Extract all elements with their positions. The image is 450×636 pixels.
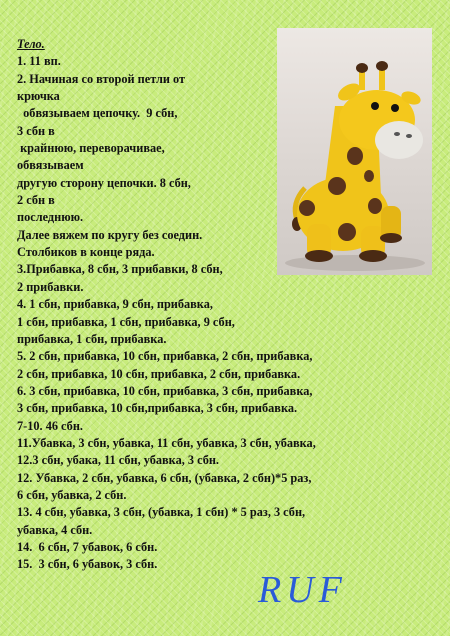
pattern-line: крючка [17, 89, 60, 104]
author-signature: RUF [258, 569, 347, 611]
pattern-line: 3 сбн в [17, 123, 55, 138]
pattern-line: 12. Убавка, 2 сбн, убавка, 6 сбн, (убавка, 2 сбн)*5 раз, [17, 470, 312, 485]
pattern-line: 3.Прибавка, 8 сбн, 3 прибавки, 8 сбн, [17, 262, 223, 277]
pattern-line: 6. 3 сбн, прибавка, 10 сбн, прибавка, 3 сбн, прибавка, [17, 383, 313, 398]
section-heading: Тело. [17, 37, 45, 51]
pattern-line: 13. 4 сбн, убавка, 3 сбн, (убавка, 1 сбн) * 5 раз, 3 сбн, [17, 505, 306, 520]
pattern-line: 15. 3 сбн, 6 убавок, 3 сбн. [17, 557, 158, 572]
pattern-line: обвязываем [17, 158, 84, 173]
pattern-line: 7-10. 46 сбн. [17, 418, 83, 433]
pattern-line: Далее вяжем по кругу без соедин. [17, 227, 203, 242]
pattern-line: 14. 6 сбн, 7 убавок, 6 сбн. [17, 539, 158, 554]
pattern-line: убавка, 4 сбн. [17, 522, 93, 537]
pattern-line: 11.Убавка, 3 сбн, убавка, 11 сбн, убавка, 3 сбн, убавка, [17, 435, 316, 450]
pattern-line: последнюю. [17, 210, 84, 225]
pattern-line: 5. 2 сбн, прибавка, 10 сбн, прибавка, 2 сбн, прибавка, [17, 349, 313, 364]
pattern-text [17, 36, 442, 574]
pattern-line: Столбиков в конце ряда. [17, 245, 155, 260]
pattern-line: обвязываем цепочку. 9 сбн, [17, 106, 178, 121]
pattern-line: 12.3 сбн, убака, 11 сбн, убавка, 3 сбн. [17, 453, 220, 468]
pattern-line: 6 сбн, убавка, 2 сбн. [17, 487, 127, 502]
pattern-line: прибавка, 1 сбн, прибавка. [17, 331, 167, 346]
pattern-line: крайнюю, переворачивае, [17, 141, 165, 156]
pattern-line: 4. 1 сбн, прибавка, 9 сбн, прибавка, [17, 297, 213, 312]
pattern-line: 2 сбн в [17, 193, 55, 208]
pattern-line: 3 сбн, прибавка, 10 сбн,прибавка, 3 сбн, прибавка. [17, 401, 298, 416]
pattern-line: 2 сбн, прибавка, 10 сбн, прибавка, 2 сбн, прибавка. [17, 366, 301, 381]
pattern-line: 2 прибавки. [17, 279, 84, 294]
pattern-line: 2. Начиная со второй петли от [17, 71, 186, 86]
pattern-line: 1 сбн, прибавка, 1 сбн, прибавка, 9 сбн, [17, 314, 235, 329]
pattern-line: 1. 11 вп. [17, 54, 61, 69]
pattern-line: другую сторону цепочки. 8 сбн, [17, 175, 191, 190]
